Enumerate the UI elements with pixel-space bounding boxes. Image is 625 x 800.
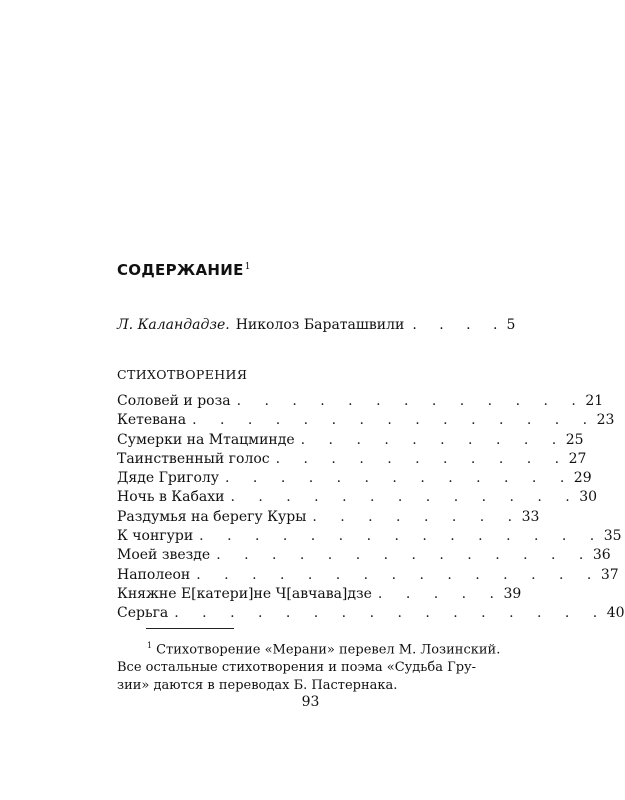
toc-entry-page: 27 — [568, 450, 587, 467]
toc-entry[interactable] — [117, 508, 540, 528]
toc-entry[interactable] — [117, 605, 625, 624]
footnote-divider — [146, 628, 234, 629]
page-number: 93 — [301, 694, 320, 710]
footnote-line: Все остальные стихотворения и поэма «Судьба Гру- — [117, 660, 477, 676]
toc-entry[interactable] — [117, 450, 587, 470]
section-title: СТИХОТВОРЕНИЯ — [117, 367, 248, 382]
toc-entry[interactable] — [117, 470, 592, 489]
toc-entry-title: Дяде Григолу — [117, 470, 220, 487]
toc-leader-dots: . . . . . . . . . . . . . — [225, 470, 574, 487]
toc-entry-title: Таинственный голос — [117, 450, 270, 467]
toc-leader-dots: . . . . . . . . . . . . . . . — [196, 566, 601, 583]
toc-entry-page: 35 — [603, 528, 622, 545]
toc-leader-dots: . . . . . . . . . . . . . . . . — [174, 605, 607, 622]
contents-heading — [117, 261, 251, 279]
toc-entry-page: 23 — [596, 412, 615, 429]
toc-leader-dots: . . . . . . . . . . . . . . . — [192, 412, 597, 429]
toc-entry-page: 21 — [585, 393, 604, 409]
toc-entry-title: Сумерки на Мтацминде — [117, 431, 295, 448]
footnote-marker: 1 — [244, 262, 251, 272]
intro-page-number: 5 — [506, 317, 516, 333]
contents-heading-text: СОДЕРЖАНИЕ — [117, 261, 244, 279]
toc-entry-title: Кетевана — [117, 412, 187, 429]
toc-entry-title: Раздумья на берегу Куры — [117, 508, 307, 525]
toc-leader-dots: . . . . . . . . . . — [300, 431, 566, 448]
toc-entry-page: 25 — [565, 431, 584, 448]
toc-entry-page: 40 — [606, 605, 625, 622]
toc-entry-title: Ночь в Кабахи — [117, 489, 225, 506]
toc-entry-page: 39 — [503, 585, 522, 602]
toc-entry[interactable] — [117, 412, 615, 431]
toc-leader-dots: . . . . . . . . . . . . . — [230, 489, 580, 506]
toc-entry[interactable] — [117, 393, 604, 412]
toc-entry[interactable] — [117, 566, 619, 586]
toc-entry[interactable] — [117, 528, 622, 547]
toc-entry-title: Соловей и роза — [117, 393, 231, 409]
toc-leader-dots: . . . . . . . . . . . — [275, 450, 569, 467]
toc-leader-dots: . . . . . . . . . . . . . . — [216, 547, 593, 564]
toc-leader-dots: . . . . . . . . — [312, 508, 522, 525]
toc-entry[interactable] — [117, 585, 522, 605]
toc-entry[interactable] — [117, 431, 584, 451]
toc-entry-title: К чонгури — [117, 528, 194, 545]
toc-leader-dots: . . . . . . . . . . . . . . . — [199, 528, 604, 545]
intro-title: Николоз Бараташвили — [235, 317, 405, 333]
footnote-line: зии» даются в переводах Б. Пастернака. — [117, 678, 398, 694]
footnote — [117, 637, 515, 695]
footnote-line — [117, 637, 515, 659]
intro-author: Л. Каландадзе. — [117, 317, 230, 333]
toc-entry-page: 33 — [521, 508, 540, 525]
toc-leader-dots: . . . . . . . . . . . . . — [236, 393, 586, 409]
toc-entry-title: Наполеон — [117, 566, 191, 583]
toc-entry-page: 36 — [592, 547, 611, 564]
toc-entry[interactable] — [117, 547, 611, 566]
footnote-number: 1 — [147, 641, 153, 650]
toc-entry-page: 37 — [600, 566, 619, 583]
intro-leader-dots: . . . . — [412, 317, 507, 333]
footnote-text: Стихотворение «Мерани» перевел М. Лозинский. — [156, 642, 501, 658]
intro-entry[interactable] — [117, 317, 516, 333]
toc-entry-page: 29 — [573, 470, 592, 487]
toc-list — [117, 393, 625, 625]
toc-leader-dots: . . . . . — [377, 585, 504, 602]
toc-entry-title: Моей звезде — [117, 547, 211, 564]
toc-entry-page: 30 — [579, 489, 598, 506]
toc-entry-title: Серьга — [117, 605, 169, 622]
toc-entry-title: Княжне Е[катери]не Ч[авчава]дзе — [117, 585, 372, 602]
toc-entry[interactable] — [117, 489, 598, 508]
